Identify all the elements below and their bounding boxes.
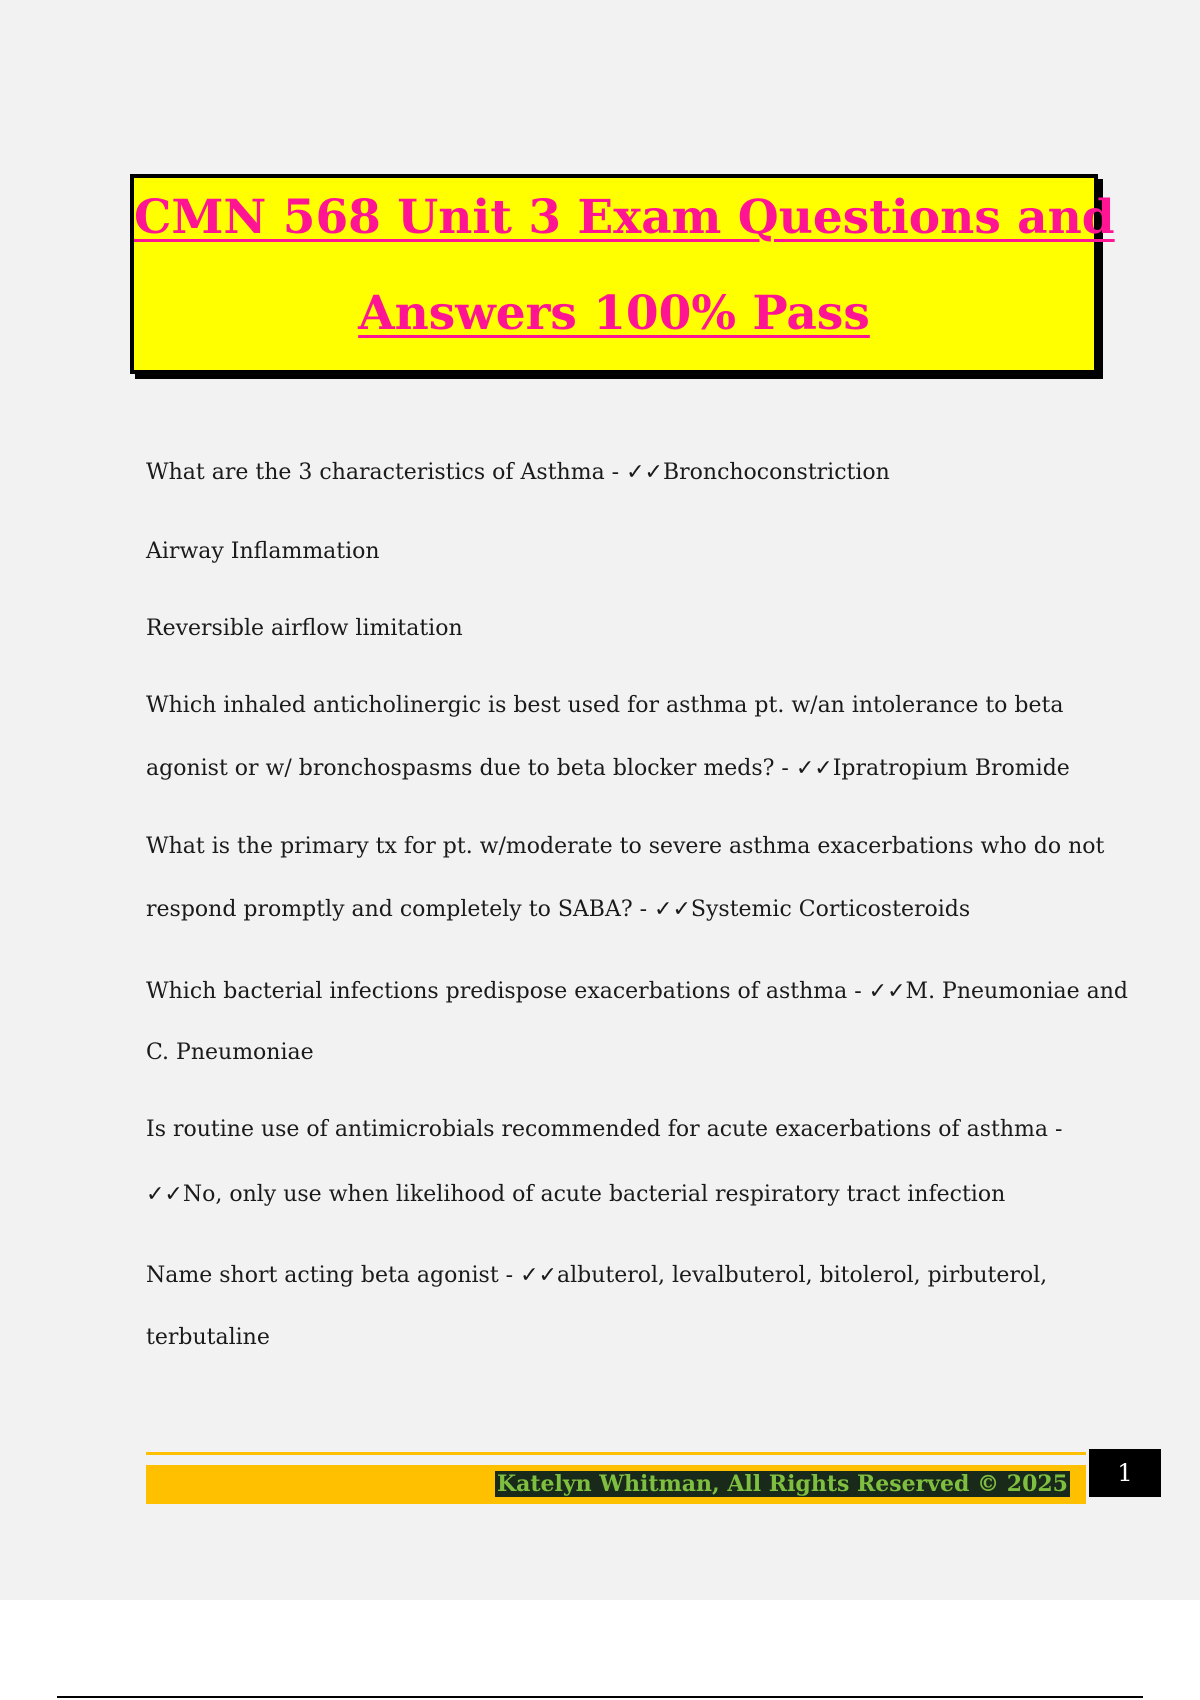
question-asthma-characteristics: What are the 3 characteristics of Asthma - ✓✓Bronchoconstriction xyxy=(146,460,890,485)
question-bacterial-line-2: C. Pneumoniae xyxy=(146,1040,314,1065)
question-saba-line-1: Name short acting beta agonist - ✓✓albuterol, levalbuterol, bitolerol, pirbuterol, xyxy=(146,1263,1048,1288)
footer-copyright: Katelyn Whitman, All Rights Reserved © 2025 xyxy=(496,1471,1068,1497)
bottom-rule xyxy=(57,1696,1143,1698)
answer-reversible-airflow: Reversible airflow limitation xyxy=(146,616,463,641)
footer-bar xyxy=(146,1465,1086,1504)
title-line-1: CMN 568 Unit 3 Exam Questions and xyxy=(134,190,1115,245)
question-anticholinergic-line-2: agonist or w/ bronchospasms due to beta blocker meds? - ✓✓Ipratropium Bromide xyxy=(146,756,1070,781)
page-number: 1 xyxy=(1089,1449,1161,1497)
question-saba-line-2: terbutaline xyxy=(146,1325,270,1350)
question-antimicrobials-line-1: Is routine use of antimicrobials recommended for acute exacerbations of asthma - xyxy=(146,1117,1063,1142)
title-box xyxy=(130,174,1115,374)
question-anticholinergic-line-1: Which inhaled anticholinergic is best used for asthma pt. w/an intolerance to beta xyxy=(146,693,1064,718)
footer-rule xyxy=(146,1452,1086,1455)
question-antimicrobials-line-2: ✓✓No, only use when likelihood of acute bacterial respiratory tract infection xyxy=(146,1182,1006,1207)
question-primary-tx-line-2: respond promptly and completely to SABA? - ✓✓Systemic Corticosteroids xyxy=(146,897,971,922)
question-bacterial-line-1: Which bacterial infections predispose exacerbations of asthma - ✓✓M. Pneumoniae and xyxy=(146,979,1129,1004)
title-line-2: Answers 100% Pass xyxy=(358,286,870,341)
question-primary-tx-line-1: What is the primary tx for pt. w/moderate to severe asthma exacerbations who do not xyxy=(146,834,1105,859)
answer-airway-inflammation: Airway Inflammation xyxy=(146,539,380,564)
